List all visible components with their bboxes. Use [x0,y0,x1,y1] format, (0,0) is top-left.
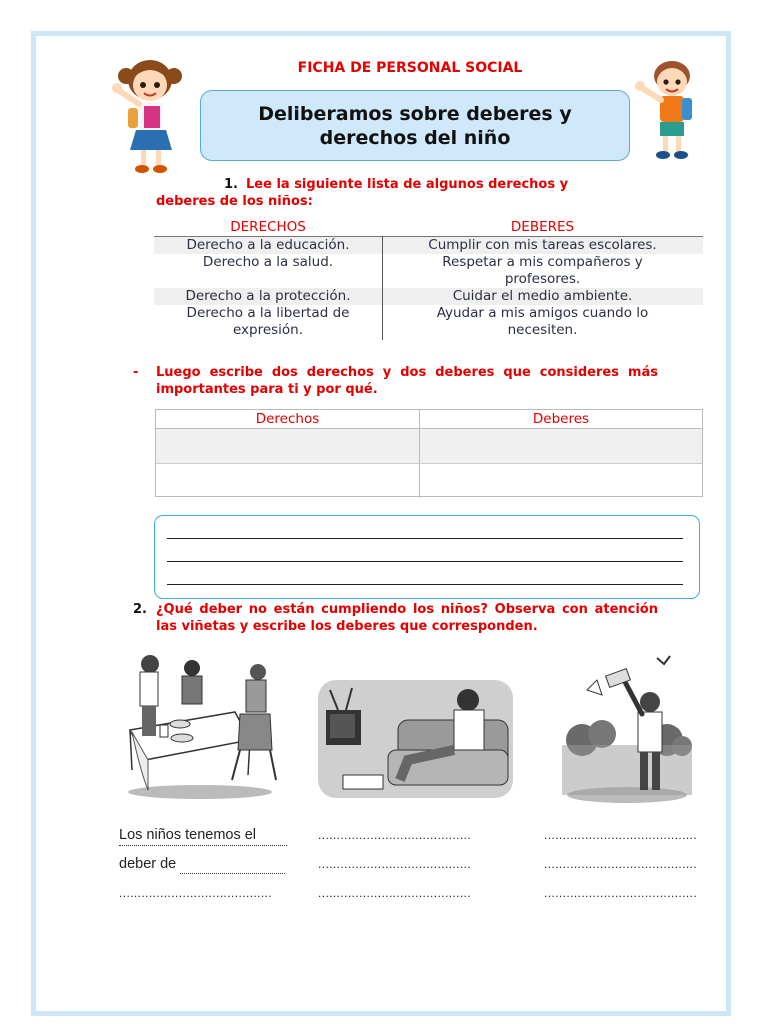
instruction [133,364,658,398]
answer-dots-3c[interactable]: ......................................... [544,886,698,900]
derecho-cell: Derecho a la educación. [186,237,350,253]
answer-table [155,409,703,497]
question-1 [156,176,606,210]
derecho-cell: Derecho a la libertad de expresión. [186,305,350,338]
question-1-number: 1. [224,177,238,192]
header-deberes: DEBERES [510,219,575,235]
writing-line [167,538,683,539]
table-row [154,288,703,305]
instruction-dash: - [133,365,139,380]
answer-dots-2b[interactable]: ......................................... [318,857,472,871]
question-2-number: 2. [133,602,147,617]
underline [119,845,287,846]
boy-illustration [632,58,704,162]
page-title: Deliberamos sobre deberes y derechos del niño [200,90,630,161]
deber-cell: Ayudar a mis amigos cuando lo necesiten. [436,305,649,338]
answer-dots-1c[interactable]: ......................................... [119,886,273,900]
deber-cell: Cuidar el medio ambiente. [452,288,633,304]
girl-illustration [110,58,185,176]
question-2 [133,601,658,635]
vignette-couch-illustration [318,680,518,800]
derecho-cell: Derecho a la protección. [185,288,351,304]
table-divider [382,236,383,340]
writing-line [167,561,683,562]
bottom-text-line1: Los niños tenemos el [119,827,257,843]
deber-cell: Respetar a mis compañeros y profesores. [442,254,643,287]
writing-line [167,584,683,585]
worksheet-label: FICHA DE PERSONAL SOCIAL [297,60,523,76]
answer-dots-3a[interactable]: ......................................... [544,828,698,842]
header-derechos: DERECHOS [230,219,306,235]
underline [180,873,285,874]
answer-dots-2c[interactable]: ......................................... [318,886,472,900]
vignette-park-illustration [562,650,692,805]
answer-dots-3b[interactable]: ......................................... [544,857,698,871]
answer-cell-derecho-2[interactable] [156,464,420,498]
answer-dots-2a[interactable]: ......................................... [318,828,472,842]
writing-box[interactable] [154,515,700,599]
bottom-text-line2: deber de [119,856,177,872]
table-row [154,305,703,339]
answer-cell-deber-2[interactable] [420,464,702,498]
vignette-table-illustration [120,650,280,800]
answer-cell-deber-1[interactable] [420,429,702,463]
derecho-cell: Derecho a la salud. [202,254,334,270]
answer-header-derechos: Derechos [156,410,420,428]
answer-cell-derecho-1[interactable] [156,429,420,463]
answer-header-deberes: Deberes [532,411,590,427]
question-1-text: Lee la siguiente lista de algunos derechos y deberes de los niños: [156,177,569,209]
question-2-text: ¿Qué deber no están cumpliendo los niños? Observa con atención las viñetas y escribe los deberes que corresponden. [156,602,658,634]
deber-cell: Cumplir con mis tareas escolares. [428,237,657,253]
table-row [154,254,703,288]
instruction-text: Luego escribe dos derechos y dos deberes que consideres más importantes para ti y por qué. [156,365,658,397]
rights-duties-table [154,219,703,339]
table-row [154,237,703,254]
